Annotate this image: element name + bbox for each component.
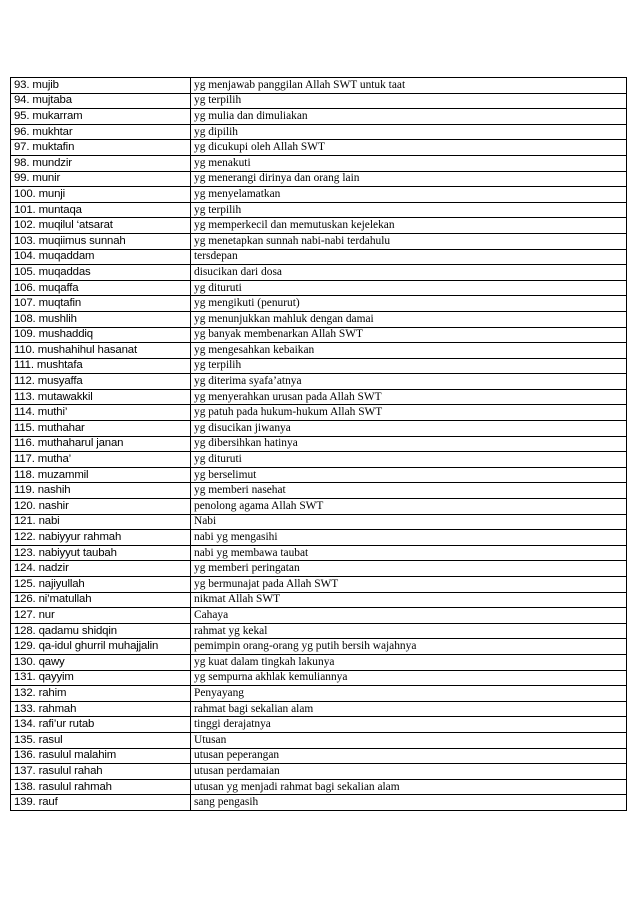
meaning-cell: nikmat Allah SWT	[191, 592, 627, 608]
meaning-cell: utusan perdamaian	[191, 764, 627, 780]
table-row	[11, 343, 627, 359]
meaning-cell: yg kuat dalam tingkah lakunya	[191, 654, 627, 670]
table-row	[11, 280, 627, 296]
meaning-cell: tersdepan	[191, 249, 627, 265]
meaning-cell: yg mulia dan dimuliakan	[191, 109, 627, 125]
table-row	[11, 155, 627, 171]
table-row	[11, 249, 627, 265]
name-cell: 112. musyaffa	[11, 374, 191, 390]
table-row	[11, 483, 627, 499]
table-row	[11, 686, 627, 702]
name-cell: 98. mundzir	[11, 155, 191, 171]
table-row	[11, 187, 627, 203]
table-row	[11, 732, 627, 748]
table-row	[11, 608, 627, 624]
meaning-cell: disucikan dari dosa	[191, 265, 627, 281]
meaning-cell: yg diterima syafa’atnya	[191, 374, 627, 390]
name-cell: 131. qayyim	[11, 670, 191, 686]
name-cell: 93. mujib	[11, 78, 191, 94]
table-row	[11, 499, 627, 515]
name-cell: 95. mukarram	[11, 109, 191, 125]
table-row	[11, 764, 627, 780]
name-cell: 120. nashir	[11, 499, 191, 515]
name-cell: 99. munir	[11, 171, 191, 187]
name-cell: 139. rauf	[11, 795, 191, 811]
table-row	[11, 623, 627, 639]
table-row	[11, 530, 627, 546]
table-row	[11, 654, 627, 670]
name-cell: 115. muthahar	[11, 421, 191, 437]
meaning-cell: yg menakuti	[191, 155, 627, 171]
table-row	[11, 124, 627, 140]
table-row	[11, 405, 627, 421]
name-cell: 108. mushlih	[11, 311, 191, 327]
table-row	[11, 140, 627, 156]
meaning-cell: yg dituruti	[191, 280, 627, 296]
name-cell: 130. qawy	[11, 654, 191, 670]
table-row	[11, 78, 627, 94]
meaning-cell: yg dibersihkan hatinya	[191, 436, 627, 452]
meaning-cell: yg menyerahkan urusan pada Allah SWT	[191, 389, 627, 405]
table-row	[11, 421, 627, 437]
meaning-cell: utusan peperangan	[191, 748, 627, 764]
name-cell: 123. nabiyyut taubah	[11, 545, 191, 561]
name-cell: 129. qa-idul ghurril muhajjalin	[11, 639, 191, 655]
meaning-cell: yg sempurna akhlak kemuliannya	[191, 670, 627, 686]
table-row	[11, 389, 627, 405]
table-row	[11, 670, 627, 686]
table-row	[11, 202, 627, 218]
table-row	[11, 514, 627, 530]
name-cell: 113. mutawakkil	[11, 389, 191, 405]
meaning-cell: yg memperkecil dan memutuskan kejelekan	[191, 218, 627, 234]
table-row	[11, 577, 627, 593]
name-cell: 106. muqaffa	[11, 280, 191, 296]
meaning-cell: yg disucikan jiwanya	[191, 421, 627, 437]
names-table-body	[11, 78, 627, 811]
name-cell: 137. rasulul rahah	[11, 764, 191, 780]
meaning-cell: rahmat bagi sekalian alam	[191, 701, 627, 717]
meaning-cell: rahmat yg kekal	[191, 623, 627, 639]
meaning-cell: yg dituruti	[191, 452, 627, 468]
name-cell: 133. rahmah	[11, 701, 191, 717]
meaning-cell: utusan yg menjadi rahmat bagi sekalian alam	[191, 779, 627, 795]
meaning-cell: yg terpilih	[191, 93, 627, 109]
meaning-cell: yg memberi nasehat	[191, 483, 627, 499]
meaning-cell: yg berselimut	[191, 467, 627, 483]
meaning-cell: yg mengikuti (penurut)	[191, 296, 627, 312]
name-cell: 125. najiyullah	[11, 577, 191, 593]
name-cell: 100. munji	[11, 187, 191, 203]
meaning-cell: Cahaya	[191, 608, 627, 624]
table-row	[11, 592, 627, 608]
name-cell: 103. muqiimus sunnah	[11, 233, 191, 249]
name-cell: 134. rafi’ur rutab	[11, 717, 191, 733]
table-row	[11, 561, 627, 577]
name-cell: 136. rasulul malahim	[11, 748, 191, 764]
table-row	[11, 779, 627, 795]
table-row	[11, 93, 627, 109]
meaning-cell: yg patuh pada hukum-hukum Allah SWT	[191, 405, 627, 421]
name-cell: 122. nabiyyur rahmah	[11, 530, 191, 546]
table-row	[11, 701, 627, 717]
name-cell: 97. muktafin	[11, 140, 191, 156]
meaning-cell: pemimpin orang-orang yg putih bersih wajahnya	[191, 639, 627, 655]
table-row	[11, 717, 627, 733]
name-cell: 101. muntaqa	[11, 202, 191, 218]
meaning-cell: yg dicukupi oleh Allah SWT	[191, 140, 627, 156]
name-cell: 109. mushaddiq	[11, 327, 191, 343]
name-cell: 107. muqtafin	[11, 296, 191, 312]
name-cell: 96. mukhtar	[11, 124, 191, 140]
table-row	[11, 467, 627, 483]
meaning-cell: yg terpilih	[191, 358, 627, 374]
meaning-cell: yg banyak membenarkan Allah SWT	[191, 327, 627, 343]
name-cell: 114. muthi’	[11, 405, 191, 421]
name-cell: 117. mutha’	[11, 452, 191, 468]
name-cell: 110. mushahihul hasanat	[11, 343, 191, 359]
meaning-cell: yg menerangi dirinya dan orang lain	[191, 171, 627, 187]
table-row	[11, 327, 627, 343]
meaning-cell: yg bermunajat pada Allah SWT	[191, 577, 627, 593]
names-table	[10, 77, 627, 811]
name-cell: 104. muqaddam	[11, 249, 191, 265]
meaning-cell: yg menyelamatkan	[191, 187, 627, 203]
meaning-cell: yg dipilih	[191, 124, 627, 140]
name-cell: 119. nashih	[11, 483, 191, 499]
name-cell: 128. qadamu shidqin	[11, 623, 191, 639]
meaning-cell: nabi yg membawa taubat	[191, 545, 627, 561]
name-cell: 126. ni’matullah	[11, 592, 191, 608]
meaning-cell: Penyayang	[191, 686, 627, 702]
meaning-cell: tinggi derajatnya	[191, 717, 627, 733]
name-cell: 118. muzammil	[11, 467, 191, 483]
meaning-cell: yg menunjukkan mahluk dengan damai	[191, 311, 627, 327]
table-row	[11, 452, 627, 468]
meaning-cell: yg menjawab panggilan Allah SWT untuk taat	[191, 78, 627, 94]
name-cell: 127. nur	[11, 608, 191, 624]
meaning-cell: yg menetapkan sunnah nabi-nabi terdahulu	[191, 233, 627, 249]
name-cell: 94. mujtaba	[11, 93, 191, 109]
table-row	[11, 748, 627, 764]
meaning-cell: penolong agama Allah SWT	[191, 499, 627, 515]
table-row	[11, 436, 627, 452]
table-row	[11, 109, 627, 125]
name-cell: 135. rasul	[11, 732, 191, 748]
table-row	[11, 545, 627, 561]
meaning-cell: yg memberi peringatan	[191, 561, 627, 577]
meaning-cell: Nabi	[191, 514, 627, 530]
name-cell: 105. muqaddas	[11, 265, 191, 281]
name-cell: 138. rasulul rahmah	[11, 779, 191, 795]
meaning-cell: Utusan	[191, 732, 627, 748]
table-row	[11, 795, 627, 811]
table-row	[11, 296, 627, 312]
meaning-cell: yg terpilih	[191, 202, 627, 218]
table-row	[11, 265, 627, 281]
name-cell: 116. muthaharul janan	[11, 436, 191, 452]
meaning-cell: yg mengesahkan kebaikan	[191, 343, 627, 359]
table-row	[11, 233, 627, 249]
table-row	[11, 374, 627, 390]
name-cell: 124. nadzir	[11, 561, 191, 577]
table-row	[11, 171, 627, 187]
table-row	[11, 639, 627, 655]
meaning-cell: nabi yg mengasihi	[191, 530, 627, 546]
name-cell: 111. mushtafa	[11, 358, 191, 374]
name-cell: 102. muqilul ‘atsarat	[11, 218, 191, 234]
table-row	[11, 358, 627, 374]
meaning-cell: sang pengasih	[191, 795, 627, 811]
name-cell: 132. rahim	[11, 686, 191, 702]
table-row	[11, 218, 627, 234]
table-row	[11, 311, 627, 327]
name-cell: 121. nabi	[11, 514, 191, 530]
